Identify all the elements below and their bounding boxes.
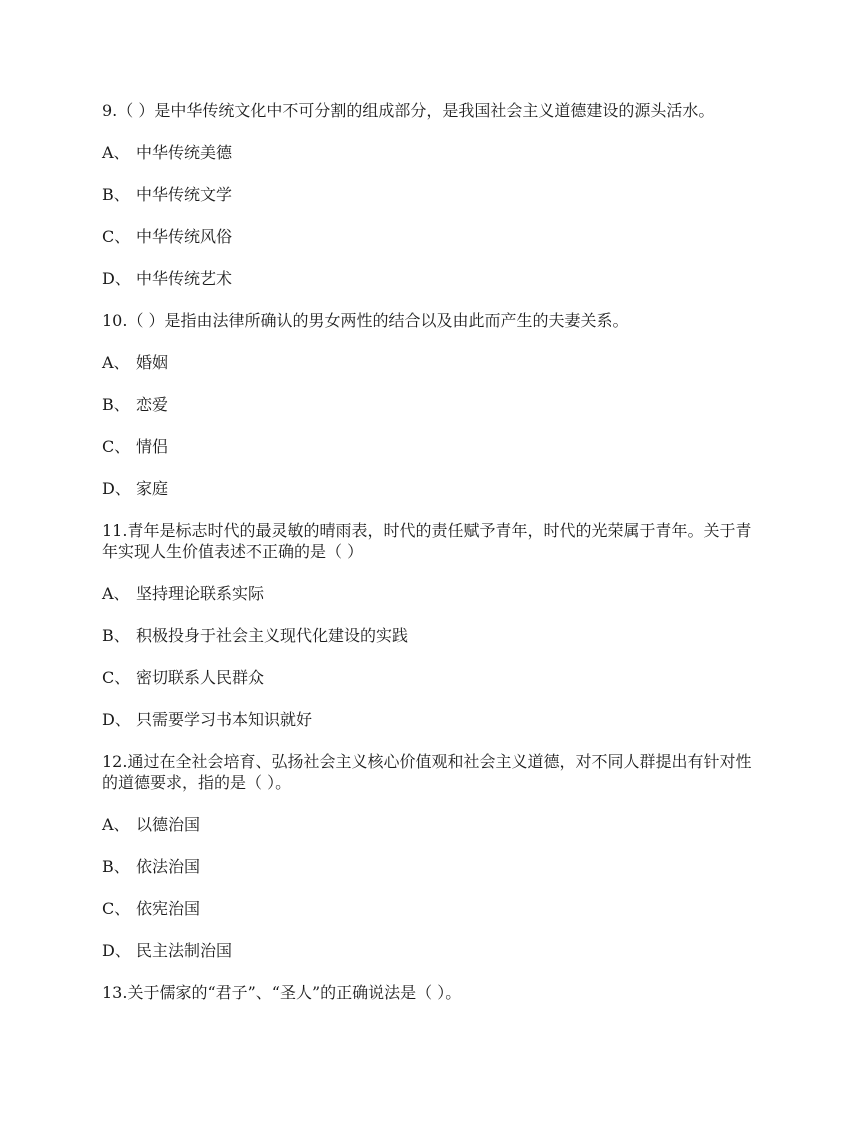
option-letter: A、	[102, 815, 130, 834]
question-9-option-d	[102, 268, 762, 289]
question-12-option-b	[102, 856, 762, 877]
question-9-option-b	[102, 184, 762, 205]
question-13-stem: 13.关于儒家的“君子”、“圣人”的正确说法是（ ）。	[102, 983, 462, 1002]
option-text: 坚持理论联系实际	[136, 584, 265, 603]
question-11-option-b	[102, 625, 762, 646]
question-12-stem: 12.通过在全社会培育、弘扬社会主义核心价值观和社会主义道德，对不同人群提出有针对性的道德要求，指的是（ ）。	[102, 752, 752, 792]
question-11-option-c	[102, 667, 762, 688]
question-12-option-c	[102, 898, 762, 919]
option-letter: D、	[102, 941, 131, 960]
option-letter: B、	[102, 626, 130, 645]
question-9-option-c	[102, 226, 762, 247]
option-text: 恋爱	[136, 395, 169, 414]
option-text: 以德治国	[136, 815, 201, 834]
question-10-option-d	[102, 478, 762, 499]
question-10-stem: 10.（ ）是指由法律所确认的男女两性的结合以及由此而产生的夫妻关系。	[102, 311, 629, 330]
option-letter: C、	[102, 437, 131, 456]
question-12-option-a	[102, 814, 762, 835]
option-text: 中华传统风俗	[136, 227, 233, 246]
option-text: 密切联系人民群众	[136, 668, 265, 687]
question-11-option-a	[102, 583, 762, 604]
option-letter: A、	[102, 143, 130, 162]
question-10-option-a	[102, 352, 762, 373]
question-10-option-c	[102, 436, 762, 457]
question-11-stem: 11.青年是标志时代的最灵敏的晴雨表，时代的责任赋予青年，时代的光荣属于青年。关于青年实现人生价值表述不正确的是（ ）	[102, 521, 752, 561]
option-letter: C、	[102, 899, 131, 918]
option-text: 中华传统文学	[136, 185, 233, 204]
question-12-option-d	[102, 940, 762, 961]
option-text: 情侣	[136, 437, 169, 456]
option-text: 中华传统美德	[136, 143, 233, 162]
option-letter: B、	[102, 185, 130, 204]
document-page	[102, 100, 762, 1024]
option-letter: C、	[102, 227, 131, 246]
question-9-stem: 9.（ ）是中华传统文化中不可分割的组成部分，是我国社会主义道德建设的源头活水。	[102, 101, 715, 120]
option-text: 中华传统艺术	[136, 269, 233, 288]
option-text: 只需要学习书本知识就好	[136, 710, 313, 729]
option-text: 婚姻	[136, 353, 169, 372]
question-11-option-d	[102, 709, 762, 730]
option-letter: C、	[102, 668, 131, 687]
option-text: 依宪治国	[136, 899, 201, 918]
option-text: 积极投身于社会主义现代化建设的实践	[136, 626, 409, 645]
question-9-option-a	[102, 142, 762, 163]
option-text: 民主法制治国	[136, 941, 233, 960]
option-text: 依法治国	[136, 857, 201, 876]
option-letter: D、	[102, 479, 131, 498]
option-letter: D、	[102, 269, 131, 288]
option-letter: D、	[102, 710, 131, 729]
option-letter: A、	[102, 353, 130, 372]
option-letter: A、	[102, 584, 130, 603]
option-letter: B、	[102, 857, 130, 876]
option-letter: B、	[102, 395, 130, 414]
question-10-option-b	[102, 394, 762, 415]
option-text: 家庭	[136, 479, 169, 498]
